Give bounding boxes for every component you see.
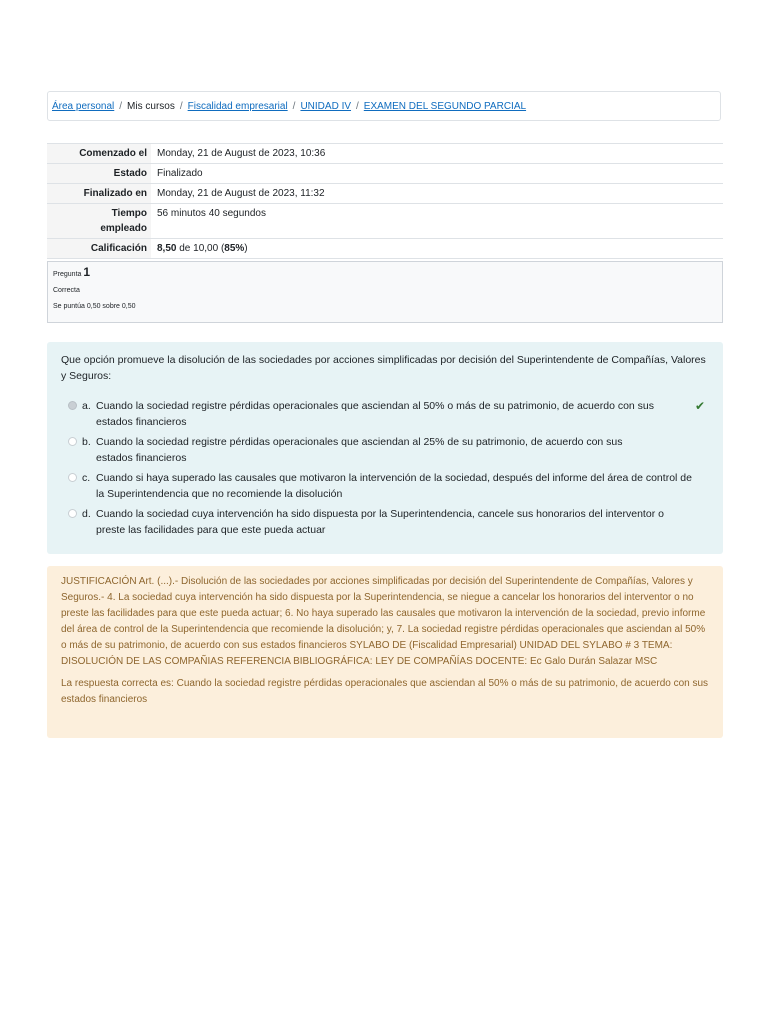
summary-value: 56 minutos 40 segundos bbox=[151, 204, 723, 239]
summary-label-line: empleado bbox=[100, 223, 147, 234]
question-label: Pregunta bbox=[53, 271, 82, 278]
answer-option-c[interactable] bbox=[61, 470, 709, 502]
summary-row-grade bbox=[47, 239, 723, 259]
breadcrumb-separator: / bbox=[179, 100, 183, 112]
summary-label: Comenzado el bbox=[47, 144, 151, 164]
summary-value: Finalizado bbox=[151, 164, 723, 184]
answer-text: Cuando si haya superado las causales que motivaron la intervención de la sociedad, después del informe del área de control de la Superintendencia que no recomiende la disolución bbox=[96, 472, 692, 500]
breadcrumb-home-link[interactable]: Área personal bbox=[52, 100, 115, 112]
feedback-panel bbox=[47, 566, 723, 738]
summary-row-finished bbox=[47, 184, 723, 204]
summary-label bbox=[47, 204, 151, 239]
question-text: Que opción promueve la disolución de las sociedades por acciones simplificadas por decisión del Superintendente de Compañías, Valores y Seguros: bbox=[61, 354, 706, 382]
answer-letter: a. bbox=[82, 400, 91, 412]
breadcrumb-my-courses: Mis cursos bbox=[127, 100, 175, 112]
answer-option-d[interactable] bbox=[61, 506, 709, 538]
summary-row-started bbox=[47, 144, 723, 164]
summary-value: Monday, 21 de August de 2023, 11:32 bbox=[151, 184, 723, 204]
radio-button[interactable] bbox=[68, 437, 77, 446]
breadcrumb-separator: / bbox=[119, 100, 123, 112]
grade-text: de 10,00 ( bbox=[176, 243, 225, 254]
question-mark: Se puntúa 0,50 sobre 0,50 bbox=[53, 303, 136, 310]
radio-button-selected[interactable] bbox=[68, 401, 77, 410]
answer-letter: c. bbox=[82, 472, 91, 484]
breadcrumb bbox=[47, 91, 721, 121]
answer-letter: b. bbox=[82, 436, 91, 448]
grade-score: 8,50 bbox=[157, 243, 177, 254]
summary-label-line: Tiempo bbox=[111, 208, 147, 219]
feedback-right-answer: La respuesta correcta es: Cuando la sociedad registre pérdidas operacionales que asciendan al 50% o más de su patrimonio, de acuerdo con sus estados financieros bbox=[61, 678, 709, 705]
question-status: Correcta bbox=[53, 287, 80, 294]
grade-percent: 85% bbox=[224, 243, 245, 254]
summary-value: Monday, 21 de August de 2023, 10:36 bbox=[151, 144, 723, 164]
summary-label: Estado bbox=[47, 164, 151, 184]
question-info bbox=[47, 261, 723, 323]
answer-text: Cuando la sociedad registre pérdidas operacionales que asciendan al 25% de su patrimonio, de acuerdo con sus estados financieros bbox=[96, 436, 623, 464]
attempt-summary-table bbox=[47, 143, 723, 259]
breadcrumb-unit-link[interactable]: UNIDAD IV bbox=[300, 100, 352, 112]
question-number bbox=[53, 267, 717, 280]
question-number-value: 1 bbox=[83, 265, 91, 279]
summary-label: Calificación bbox=[47, 239, 151, 259]
breadcrumb-quiz-link[interactable]: EXAMEN DEL SEGUNDO PARCIAL bbox=[363, 100, 527, 112]
summary-row-state bbox=[47, 164, 723, 184]
summary-row-time bbox=[47, 204, 723, 239]
answer-option-a[interactable] bbox=[61, 398, 709, 430]
breadcrumb-course-link[interactable]: Fiscalidad empresarial bbox=[187, 100, 288, 112]
summary-label: Finalizado en bbox=[47, 184, 151, 204]
check-icon: ✔ bbox=[694, 399, 705, 413]
answer-option-b[interactable] bbox=[61, 434, 709, 466]
answer-text: Cuando la sociedad registre pérdidas operacionales que asciendan al 50% o más de su patrimonio, de acuerdo con sus estados financieros bbox=[96, 400, 655, 428]
grade-text-end: ) bbox=[244, 243, 248, 254]
answer-letter: d. bbox=[82, 508, 91, 520]
breadcrumb-separator: / bbox=[292, 100, 296, 112]
radio-button[interactable] bbox=[68, 473, 77, 482]
feedback-justification: JUSTIFICACIÓN Art. (...).- Disolución de las sociedades por acciones simplificadas por decisión del Superintendente de Compañías, Valores y Seguros.- 4. La sociedad cuya intervención ha sido dispuesta por la Superintendencia, se niegue a cancelar los honorarios del interventor o no preste las facilidades para que este pueda actuar; 6. No haya superado las causales que motivaron la intervención de la sociedad, previo informe del área de control de la Superintendencia que recomiende la disolución; y, 7. La sociedad registre pérdidas operacionales que asciendan al 50% o más de su patrimonio, de acuerdo con sus estados financieros SYLABO DE (Fiscalidad Empresarial) UNIDAD DEL SYLABO # 3 TEMA: DISOLUCIÓN DE LAS COMPAÑIAS REFERENCIA BIBLIOGRÁFICA: LEY DE COMPAÑÍAS DOCENTE: Ec Galo Durán Salazar MSC bbox=[61, 576, 706, 667]
summary-value bbox=[151, 239, 723, 259]
answer-text: Cuando la sociedad cuya intervención ha sido dispuesta por la Superintendencia, cancele sus honorarios del interventor o preste las facilidades para que este pueda actuar bbox=[96, 508, 664, 536]
radio-button[interactable] bbox=[68, 509, 77, 518]
breadcrumb-separator: / bbox=[356, 100, 359, 112]
question-formulation bbox=[47, 342, 723, 554]
